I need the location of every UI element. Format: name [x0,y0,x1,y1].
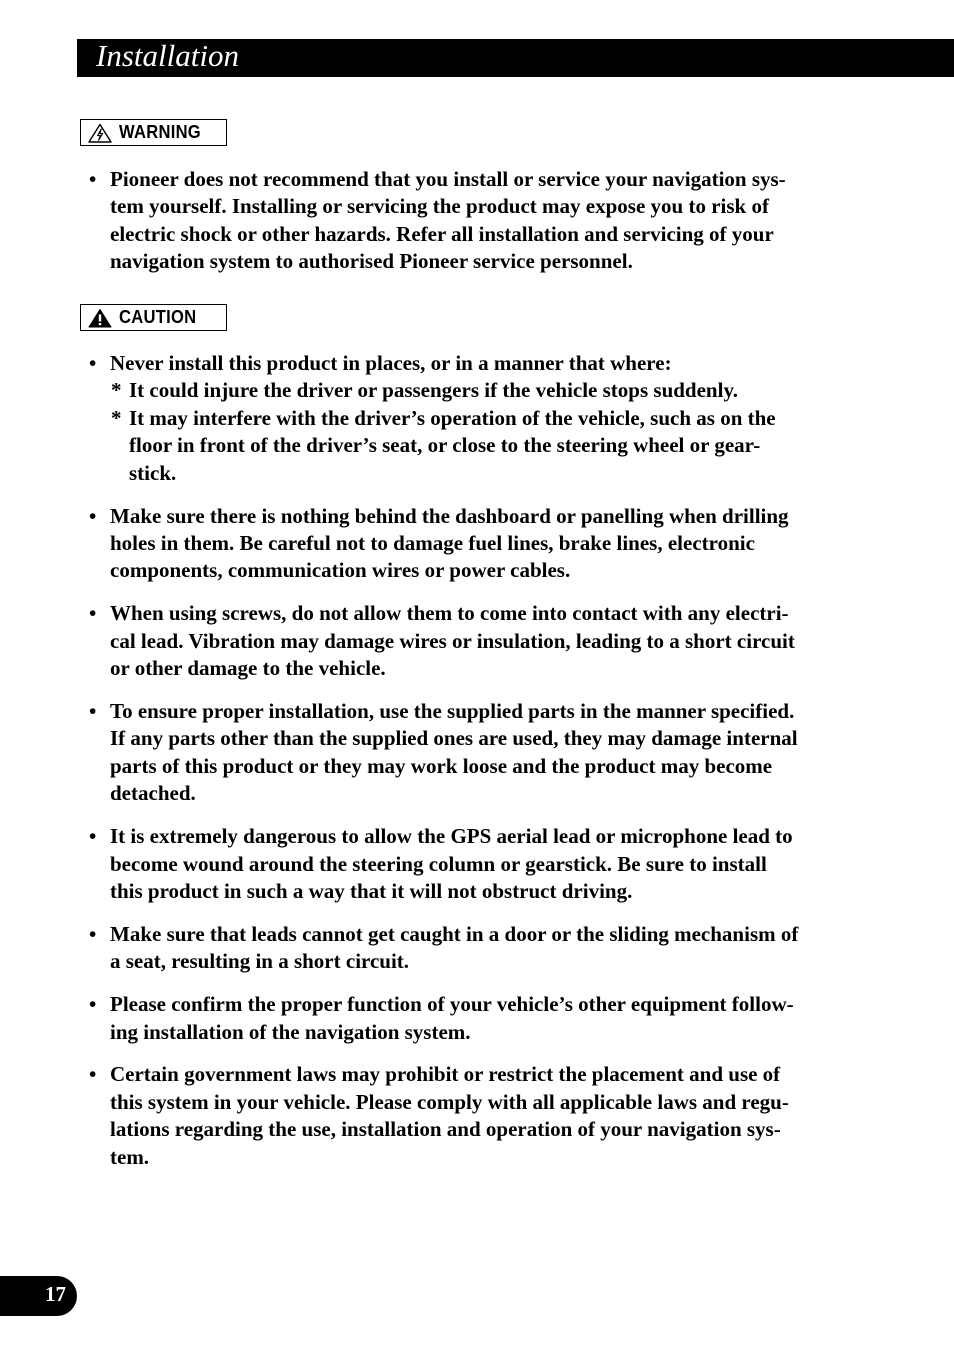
warning-label-text: WARNING [119,122,201,142]
caution-item [88,350,868,487]
warning-list [88,166,868,291]
caution-label [80,304,227,331]
caution-label-text: CAUTION [119,307,197,327]
caution-item: • It is extremely dangerous to allow the GPS aerial lead or microphone lead to become wound around the steering column or gearstick. Be sure to install this product in such a way that it will not obstruct driving. [88,823,868,905]
section-header-bar [77,39,954,77]
caution-item: • Make sure there is nothing behind the dashboard or panelling when drilling holes in them. Be careful not to damage fuel lines, brake lines, electronic components, communication wires or power cables. [88,503,868,585]
caution-sub-item: * It may interfere with the driver’s operation of the vehicle, such as on the floor in front of the driver’s seat, or close to the steering wheel or gear- stick. [110,405,868,487]
warning-label [80,119,227,146]
page-number-tab [0,1276,77,1316]
caution-item: • Certain government laws may prohibit or restrict the placement and use of this system in your vehicle. Please comply with all applicable laws and regu- lations regarding the use, installation and operation of your navigation sys- tem. [88,1061,868,1171]
caution-item: • To ensure proper installation, use the supplied parts in the manner specified. If any parts other than the supplied ones are used, they may damage internal parts of this product or they may work loose and the product may become detached. [88,698,868,808]
caution-list [88,350,868,1187]
caution-item: • When using screws, do not allow them to come into contact with any electri- cal lead. Vibration may damage wires or insulation, leading to a short circuit or other damage to the vehicle. [88,600,868,682]
caution-sub-item: * It could injure the driver or passengers if the vehicle stops suddenly. [110,377,868,404]
caution-triangle-icon [88,308,112,328]
caution-item: • Make sure that leads cannot get caught in a door or the sliding mechanism of a seat, resulting in a short circuit. [88,921,868,976]
page-number: 17 [45,1282,66,1306]
caution-item: • Please confirm the proper function of your vehicle’s other equipment follow- ing installation of the navigation system. [88,991,868,1046]
page-title: Installation [96,38,239,73]
caution-item-text: • Never install this product in places, or in a manner that where: [110,351,672,375]
warning-triangle-icon [88,123,112,143]
warning-item: • Pioneer does not recommend that you install or service your navigation sys- tem yourself. Installing or servicing the product may expose you to risk of electric shock or other hazards. Refer all installation and servicing of your navigation system to authorised Pioneer service personnel. [88,166,868,276]
